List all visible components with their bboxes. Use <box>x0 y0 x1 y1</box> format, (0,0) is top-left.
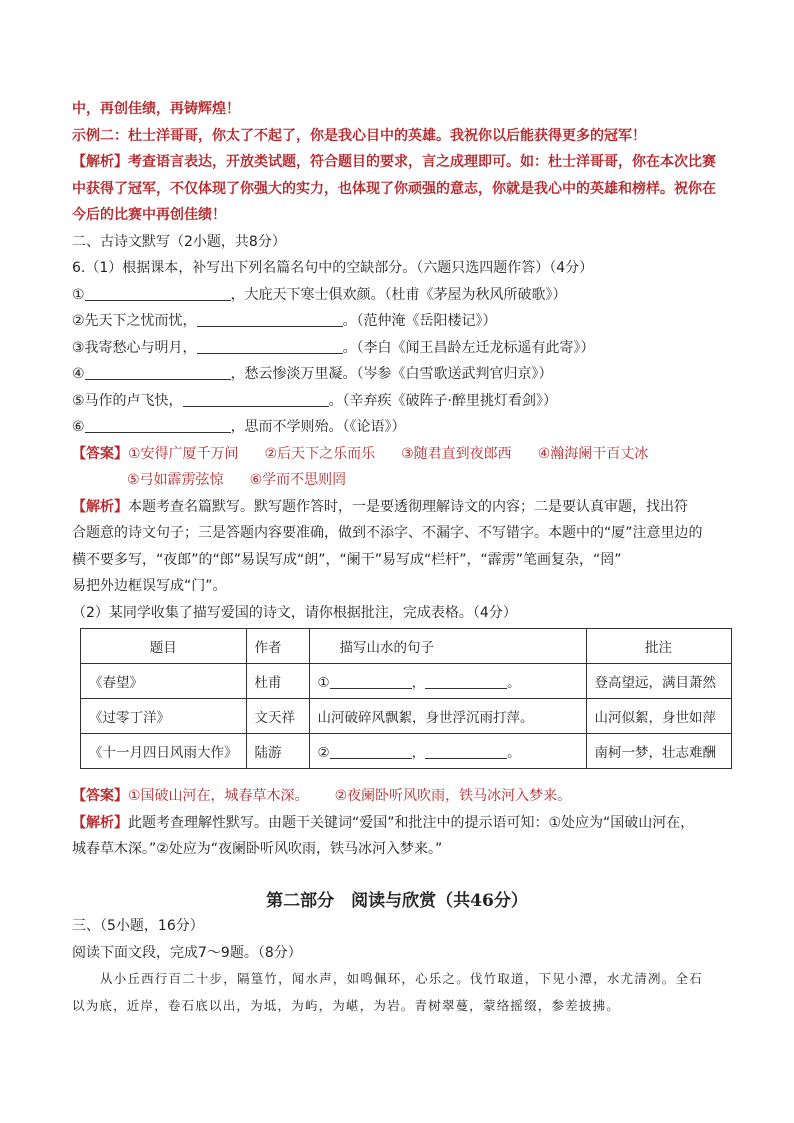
fill-blank[interactable] <box>183 390 329 407</box>
table-analysis-2: 城春草木深。”②处应为“夜阑卧听风吹雨，铁马冰河入梦来。” <box>72 841 443 857</box>
fill-blank[interactable] <box>85 363 231 380</box>
header-note: 批注 <box>586 629 731 664</box>
fill-blank[interactable] <box>425 672 507 689</box>
cell-title: 《十一月四日风雨大作》 <box>81 734 247 769</box>
fill-item-2: ②先天下之忧而忧， 。（范仲淹《岳阳楼记》） <box>72 308 722 335</box>
cell-note: 登高望远，满目萧然 <box>586 664 731 699</box>
top-line-2: 示例二：杜士洋哥哥，你太了不起了，你是我心目中的英雄。我祝你以后能获得更多的冠军！ <box>72 127 646 144</box>
part-two-title: 第二部分 阅读与欣赏（共46分） <box>266 891 528 911</box>
header-sentence: 描写山水的句子 <box>309 629 586 664</box>
header-title: 题目 <box>81 629 247 664</box>
cell-title: 《过零丁洋》 <box>81 699 247 734</box>
section-3-title: 三、（5小题，16分） <box>72 918 204 934</box>
analysis-2: 合题意的诗文句子；三是答题内容要准确，做到不添字、不漏字、不写错字。本题中的“厦”注意里边的 <box>72 525 703 541</box>
reading-instruction: 阅读下面文段，完成7～9题。（8分） <box>72 944 302 961</box>
cell-sentence: ② ， 。 <box>309 734 586 769</box>
top-line-1: 中，再创佳绩，再铸辉煌！ <box>72 101 240 117</box>
table-row <box>81 734 732 769</box>
fill-item-4: ④ ，愁云惨淡万里凝。（岑参《白雪歌送武判官归京》） <box>72 361 722 388</box>
cell-author: 文天祥 <box>246 699 309 734</box>
fill-item-3: ③我寄愁心与明月， 。（李白《闻王昌龄左迁龙标遥有此寄》） <box>72 335 722 362</box>
analysis-1: 【解析】本题考查名篇默写。默写题作答时，一是要透彻理解诗文的内容；二是要认真审题，找出符 <box>72 498 688 515</box>
fill-item-5: ⑤马作的卢飞快， 。（辛弃疾《破阵子·醉里挑灯看剑》） <box>72 388 722 415</box>
cell-sentence: 山河破碎风飘絮，身世浮沉雨打萍。 <box>309 699 586 734</box>
fill-blank[interactable] <box>197 310 343 327</box>
section-poem-title: 二、古诗文默写（2小题，共8分） <box>72 233 286 250</box>
fill-blank[interactable] <box>330 742 412 759</box>
table-row <box>81 699 732 734</box>
top-analysis-1: 【解析】考查语言表达，开放类试题，符合题目的要求，言之成理即可。如：杜士洋哥哥，你在本次比赛 <box>72 154 716 170</box>
table-answer-line: 【答案】①国破山河在，城春草木深。 ②夜阑卧听风吹雨，铁马冰河入梦来。 <box>72 788 572 804</box>
table-header-row <box>81 629 732 664</box>
analysis-3: 横不要多写，“夜郎”的“郎”易误写成“朗”，“阑干”易写成“栏杆”，“霹雳”笔画复杂，“罔” <box>72 551 622 568</box>
answer-line-1: 【答案】①安得广厦千万间 ②后天下之乐而乐 ③随君直到夜郎西 ④瀚海阑干百丈冰 <box>72 445 649 462</box>
table-answers <box>72 783 722 863</box>
answer-line-2: ⑤弓如霹雳弦惊 ⑥学而不思则罔 <box>127 472 347 488</box>
cell-sentence: ① ， 。 <box>309 664 586 699</box>
cell-note: 山河似絮，身世如萍 <box>586 699 731 734</box>
reading-section <box>72 913 732 1019</box>
question-6-1: 6.（1）根据课本，补写出下列名篇名句中的空缺部分。（六题只选四题作答）（4分） <box>72 260 594 276</box>
fill-blank[interactable] <box>197 337 343 354</box>
fill-blank[interactable] <box>330 672 412 689</box>
cell-author: 陆游 <box>246 734 309 769</box>
fill-item-6: ⑥ ，思而不学则殆。（《论语》） <box>72 414 722 441</box>
analysis-4: 易把外边框误写成“门”。 <box>72 578 227 594</box>
cell-note: 南柯一梦，壮志难酬 <box>586 734 731 769</box>
question-6-2: （2）某同学收集了描写爱国的诗文，请你根据批注，完成表格。（4分） <box>72 604 517 621</box>
passage-line-1: 从小丘西行百二十步，隔篁竹，闻水声，如鸣佩环，心乐之。伐竹取道，下见小潭，水尤清冽。全石 <box>100 971 703 986</box>
table-row <box>81 664 732 699</box>
top-analysis-3: 今后的比赛中再创佳绩！ <box>72 207 226 223</box>
passage-line-2: 以为底，近岸，卷石底以出，为坻，为屿，为嵁，为岩。青树翠蔓，蒙络摇缀，参差披拂。 <box>72 997 621 1013</box>
fill-blank[interactable] <box>85 284 231 301</box>
header-author: 作者 <box>246 629 309 664</box>
cell-author: 杜甫 <box>246 664 309 699</box>
fill-blank[interactable] <box>425 742 507 759</box>
fill-blank[interactable] <box>85 416 231 433</box>
top-analysis-2: 中获得了冠军，不仅体现了你强大的实力，也体现了你顽强的意志，你就是我心中的英雄和榜样。祝你在 <box>72 180 716 197</box>
fill-item-1: ① ，大庇天下寒士俱欢颜。（杜甫《茅屋为秋风所破歌》） <box>72 282 722 309</box>
cell-title: 《春望》 <box>81 664 247 699</box>
document-page <box>72 96 722 626</box>
poem-table <box>80 628 732 769</box>
table-analysis-1: 【解析】此题考查理解性默写。由题干关键词“爱国”和批注中的提示语可知：①处应为“国破山河在， <box>72 814 695 831</box>
